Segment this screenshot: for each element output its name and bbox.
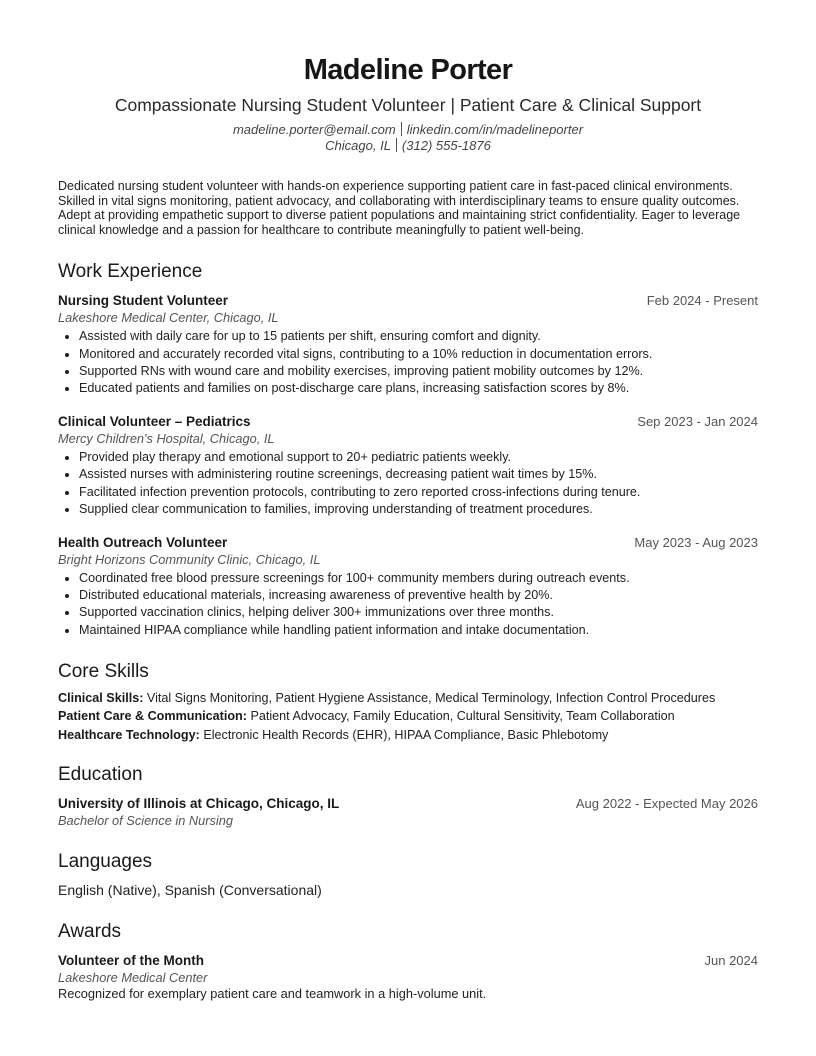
section-title-awards: Awards xyxy=(58,921,122,943)
award-entry xyxy=(58,952,758,1001)
school-name: University of Illinois at Chicago, Chicago, IL xyxy=(58,796,340,812)
bullet-item: • Supported vaccination clinics, helping deliver 300+ immunizations over three months. xyxy=(79,604,758,621)
bullet-item: • Provided play therapy and emotional support to 20+ pediatric patients weekly. xyxy=(79,449,758,466)
linkedin-link[interactable]: linkedin.com/in/madelineporter xyxy=(406,122,584,137)
bullet-item: • Supported RNs with wound care and mobility exercises, improving patient mobility outcomes by 12%. xyxy=(79,363,758,380)
job-organization: Lakeshore Medical Center, Chicago, IL xyxy=(58,310,279,326)
job-bullets xyxy=(58,570,758,639)
skill-category: Patient Care & Communication: xyxy=(58,709,247,724)
award-organization: Lakeshore Medical Center xyxy=(58,970,208,986)
contact-line-2 xyxy=(58,138,758,153)
bullet-item: • Assisted nurses with administering routine screenings, decreasing patient wait times by 15%. xyxy=(79,466,758,483)
skill-line xyxy=(58,728,758,743)
contact-separator xyxy=(401,122,402,136)
location: Chicago, IL xyxy=(325,138,391,153)
bullet-item: • Supplied clear communication to families, improving understanding of treatment procedures. xyxy=(79,501,758,518)
job-title: Clinical Volunteer – Pediatrics xyxy=(58,414,251,430)
skill-line xyxy=(58,709,758,724)
summary: Dedicated nursing student volunteer with hands-on experience supporting patient care in fast-paced clinical environments. Skilled in vital signs monitoring, patient advocacy, and collaborating with interdisciplinary teams to ensure quality outcomes. Adept at providing empathetic support to diverse patient populations and maintaining strict confidentiality. Eager to leverage clinical knowledge and a passion for healthcare to contribute meaningfully to patient well-being. xyxy=(58,179,741,237)
degree: Bachelor of Science in Nursing xyxy=(58,813,233,829)
phone: (312) 555-1876 xyxy=(401,138,491,153)
job-title: Nursing Student Volunteer xyxy=(58,293,229,309)
bullet-item: • Distributed educational materials, increasing awareness of preventive health by 20%. xyxy=(79,587,758,604)
candidate-name: Madeline Porter xyxy=(303,54,513,86)
bullet-item: • Facilitated infection prevention protocols, contributing to zero reported cross-infections during tenure. xyxy=(79,484,758,501)
section-title-languages: Languages xyxy=(58,851,153,873)
section-title-skills: Core Skills xyxy=(58,660,149,682)
award-name: Volunteer of the Month xyxy=(58,953,204,969)
award-description: Recognized for exemplary patient care and teamwork in a high-volume unit. xyxy=(58,986,487,1002)
job-entry xyxy=(58,534,758,639)
job-organization: Mercy Children's Hospital, Chicago, IL xyxy=(58,431,275,447)
skill-line xyxy=(58,691,758,706)
job-bullets xyxy=(58,449,758,518)
bullet-item: • Coordinated free blood pressure screenings for 100+ community members during outreach events. xyxy=(79,570,758,587)
job-organization: Bright Horizons Community Clinic, Chicago, IL xyxy=(58,552,321,567)
bullet-item: • Assisted with daily care for up to 15 patients per shift, ensuring comfort and dignity. xyxy=(79,328,758,345)
languages-text: English (Native), Spanish (Conversational) xyxy=(58,882,322,899)
job-entry xyxy=(58,292,758,397)
bullet-item: • Maintained HIPAA compliance while handling patient information and intake documentation. xyxy=(79,622,758,639)
job-dates: Sep 2023 - Jan 2024 xyxy=(637,414,758,430)
skill-category: Healthcare Technology: xyxy=(58,727,200,742)
section-title-education: Education xyxy=(58,764,143,786)
job-entry xyxy=(58,413,758,518)
job-bullets xyxy=(58,328,758,397)
job-dates: Feb 2024 - Present xyxy=(646,293,758,309)
skill-values: Electronic Health Records (EHR), HIPAA Compliance, Basic Phlebotomy xyxy=(203,727,609,742)
bullet-item: • Educated patients and families on post-discharge care plans, increasing satisfaction scores by 8%. xyxy=(79,380,758,397)
job-title: Health Outreach Volunteer xyxy=(58,535,228,550)
skill-category: Clinical Skills: xyxy=(58,690,144,705)
email-link[interactable]: madeline.porter@email.com xyxy=(232,122,396,137)
award-date: Jun 2024 xyxy=(704,953,758,969)
headline: Compassionate Nursing Student Volunteer | Patient Care & Clinical Support xyxy=(114,95,702,115)
section-title-work: Work Experience xyxy=(58,261,203,283)
bullet-item: • Monitored and accurately recorded vital signs, contributing to a 10% reduction in documentation errors. xyxy=(79,346,758,363)
education-entry xyxy=(58,795,758,829)
skills-list xyxy=(58,691,758,743)
contact-line-1 xyxy=(58,122,758,137)
skill-values: Vital Signs Monitoring, Patient Hygiene Assistance, Medical Terminology, Infection Control Procedures xyxy=(146,690,716,705)
education-dates: Aug 2022 - Expected May 2026 xyxy=(575,796,758,812)
job-dates: May 2023 - Aug 2023 xyxy=(634,535,758,550)
skill-values: Patient Advocacy, Family Education, Cultural Sensitivity, Team Collaboration xyxy=(250,709,675,724)
contact-separator xyxy=(396,138,397,152)
